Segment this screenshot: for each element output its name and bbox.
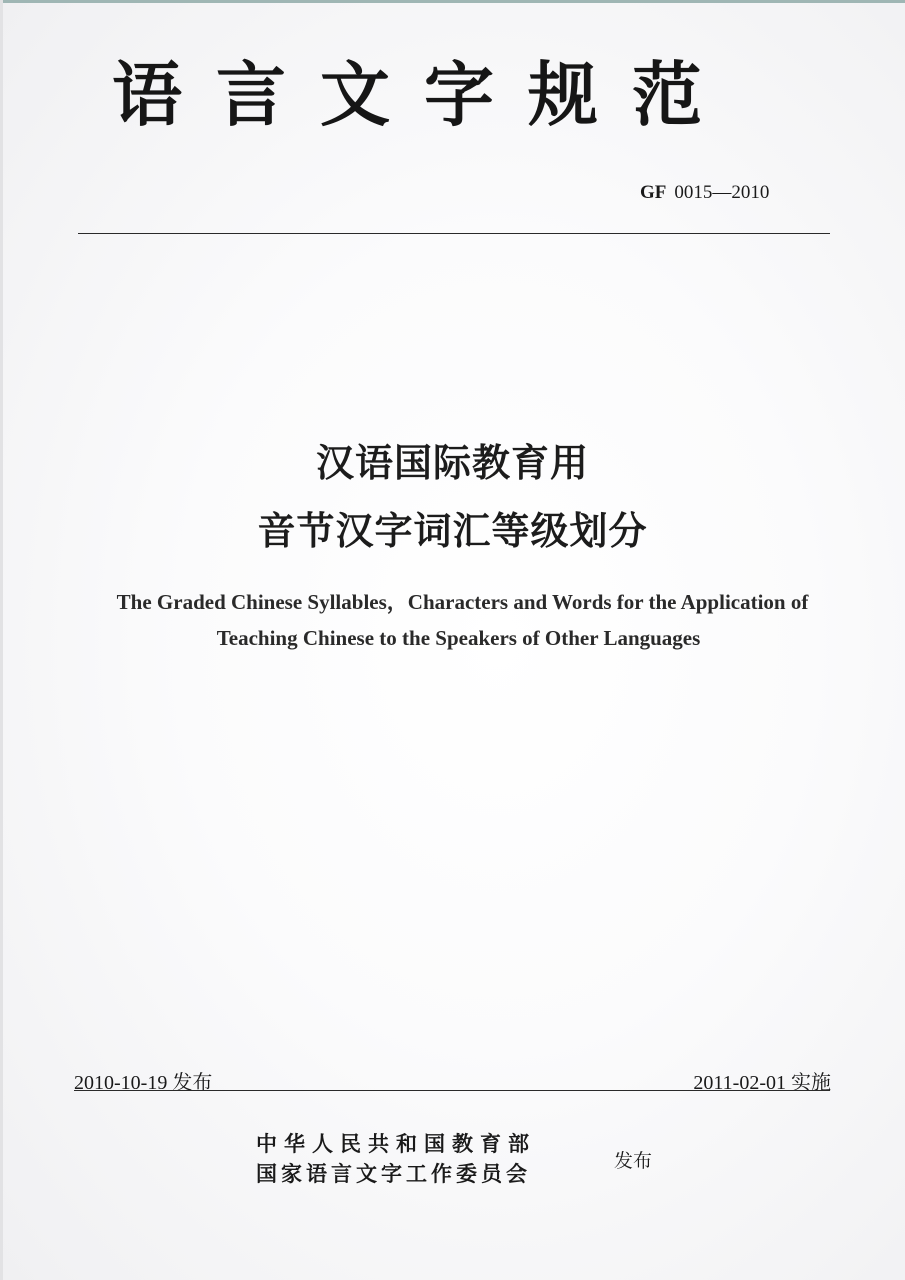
issuer-line1: 中华人民共和国教育部 bbox=[256, 1131, 536, 1156]
title-cn-line2: 音节汉字词汇等级划分 bbox=[257, 509, 648, 553]
title-en-line1: The Graded Chinese Syllables，Characters and Words for the Application of bbox=[116, 590, 809, 614]
issued-label: 发布 bbox=[614, 1150, 653, 1172]
title-cn-line1: 汉语国际教育用 bbox=[315, 441, 589, 485]
series-title: 语言文字规范 bbox=[112, 53, 736, 136]
standard-prefix: GF bbox=[640, 182, 667, 203]
bottom-divider bbox=[74, 1090, 830, 1091]
top-edge-strip bbox=[0, 0, 905, 3]
title-en-line2: Teaching Chinese to the Speakers of Other Languages bbox=[216, 626, 701, 650]
standard-code: 0015—2010 bbox=[674, 182, 770, 203]
left-page-edge bbox=[0, 0, 3, 1280]
top-divider bbox=[78, 233, 830, 234]
issuer-line2: 国家语言文字工作委员会 bbox=[256, 1161, 531, 1186]
implementation-date: 2011-02-01 实施 bbox=[693, 1072, 831, 1094]
release-date: 2010-10-19 发布 bbox=[74, 1072, 213, 1094]
standard-number bbox=[640, 182, 769, 204]
